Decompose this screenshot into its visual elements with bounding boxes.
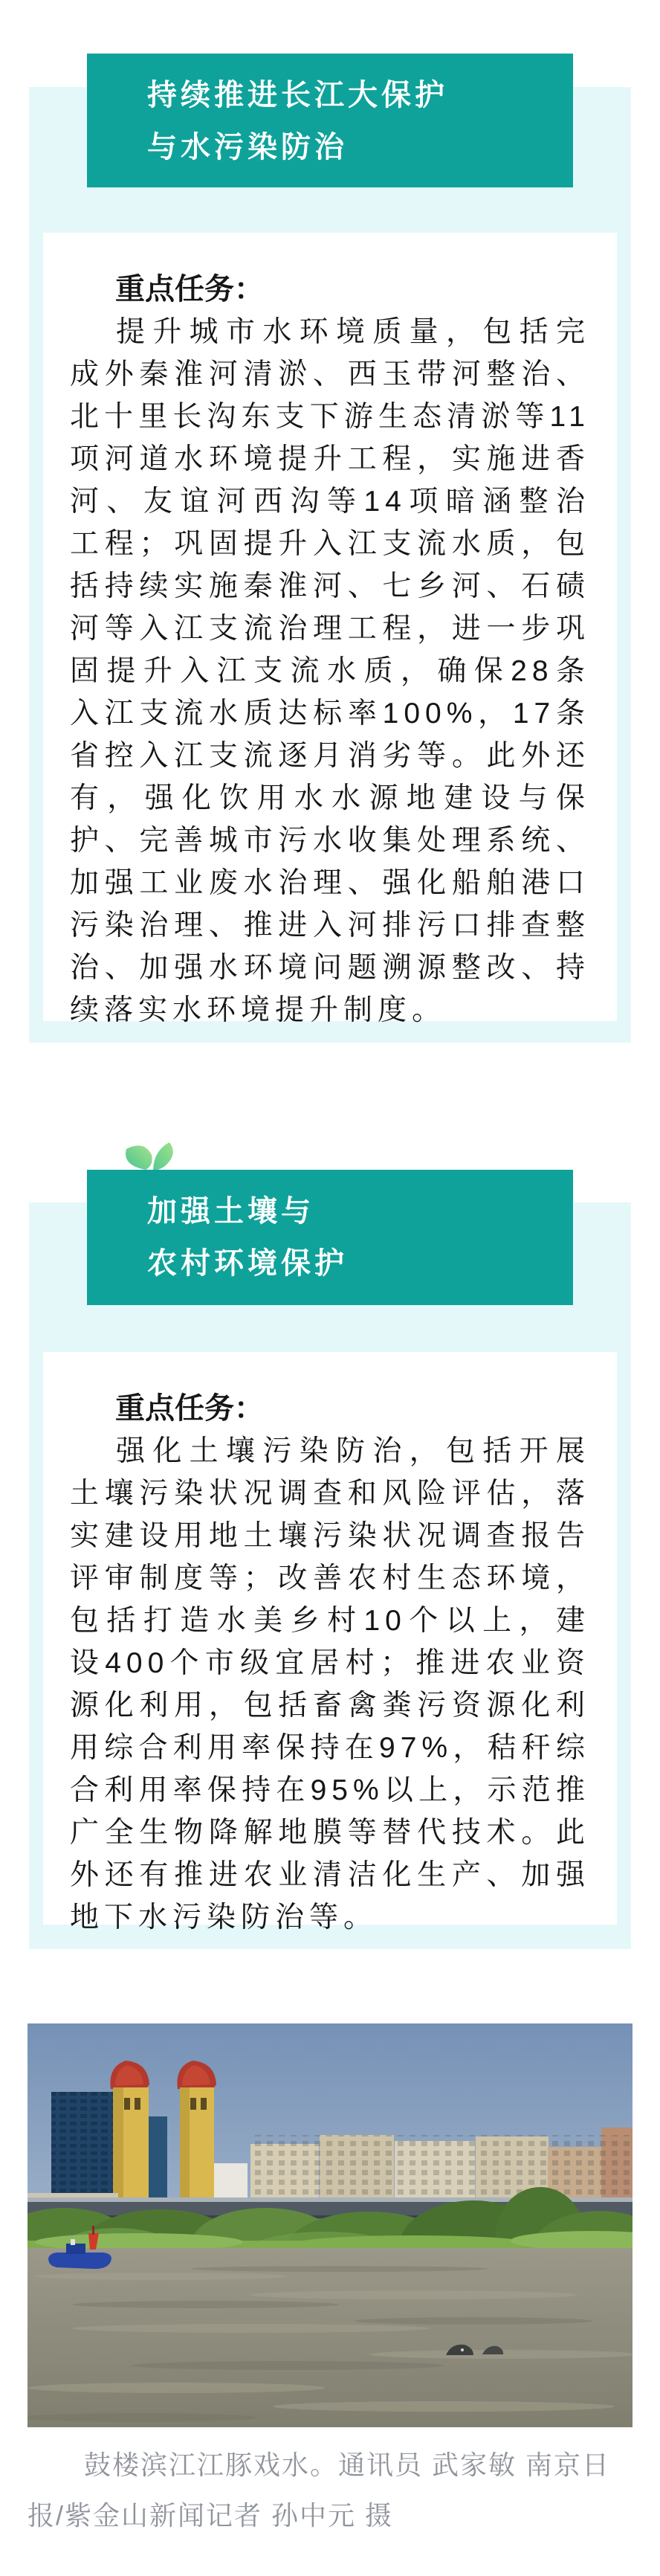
river-bridge-photo — [28, 2023, 632, 2427]
leaf-icon — [119, 1140, 178, 1170]
section1-header-line2: 与水污染防治 — [147, 131, 348, 164]
caption-line2: 报/紫金山新闻记者 孙中元 摄 — [28, 2500, 394, 2531]
river-bridge-photo-graphic — [28, 2023, 632, 2427]
section1-header — [87, 54, 573, 187]
section2-header-line2: 农村环境保护 — [147, 1247, 348, 1280]
section2-task-label: 重点任务： — [115, 1392, 264, 1425]
section1-task-label: 重点任务： — [115, 273, 264, 306]
section2-body-paragraph: 强化土壤污染防治，包括开展土壤污染状况调查和风险评估，落实建设用地土壤污染状况调查报告评审制度等；改善农村生态环境，包括打造水美乡村10个以上，建设400个市级宜居村；推进农业资源化利用，包括畜禽粪污资源化利用综合利用率保持在97%，秸秆综合利用率保持在95%以上，示范推广全生物降解地膜等替代技术。此外还有推进农业清洁化生产、加强地下水污染防治等。 — [70, 1435, 590, 1933]
caption-line1: 鼓楼滨江江豚戏水。通讯员 武家敏 南京日 — [84, 2450, 611, 2480]
section2-header — [87, 1170, 573, 1305]
section1-card — [43, 233, 617, 1026]
section2-card — [43, 1352, 617, 1933]
section1-body-paragraph: 提升城市水环境质量，包括完成外秦淮河清淤、西玉带河整治、北十里长沟东支下游生态清淤等11项河道水环境提升工程，实施进香河、友谊河西沟等14项暗涵整治工程；巩固提升入江支流水质，包括持续实施秦淮河、七乡河、石碛河等入江支流治理工程，进一步巩固提升入江支流水质，确保28条入江支流水质达标率100%，17条省控入江支流逐月消劣等。此外还有，强化饮用水水源地建设与保护、完善城市污水收集处理系统、加强工业废水治理、强化船舶港口污染治理、推进入河排污口排查整治、加强水环境问题溯源整改、持续落实水环境提升制度。 — [70, 316, 590, 1026]
section1-header-line1: 持续推进长江大保护 — [147, 79, 448, 112]
photo-caption — [28, 2440, 615, 2541]
section2-header-line1: 加强土壤与 — [147, 1195, 314, 1228]
